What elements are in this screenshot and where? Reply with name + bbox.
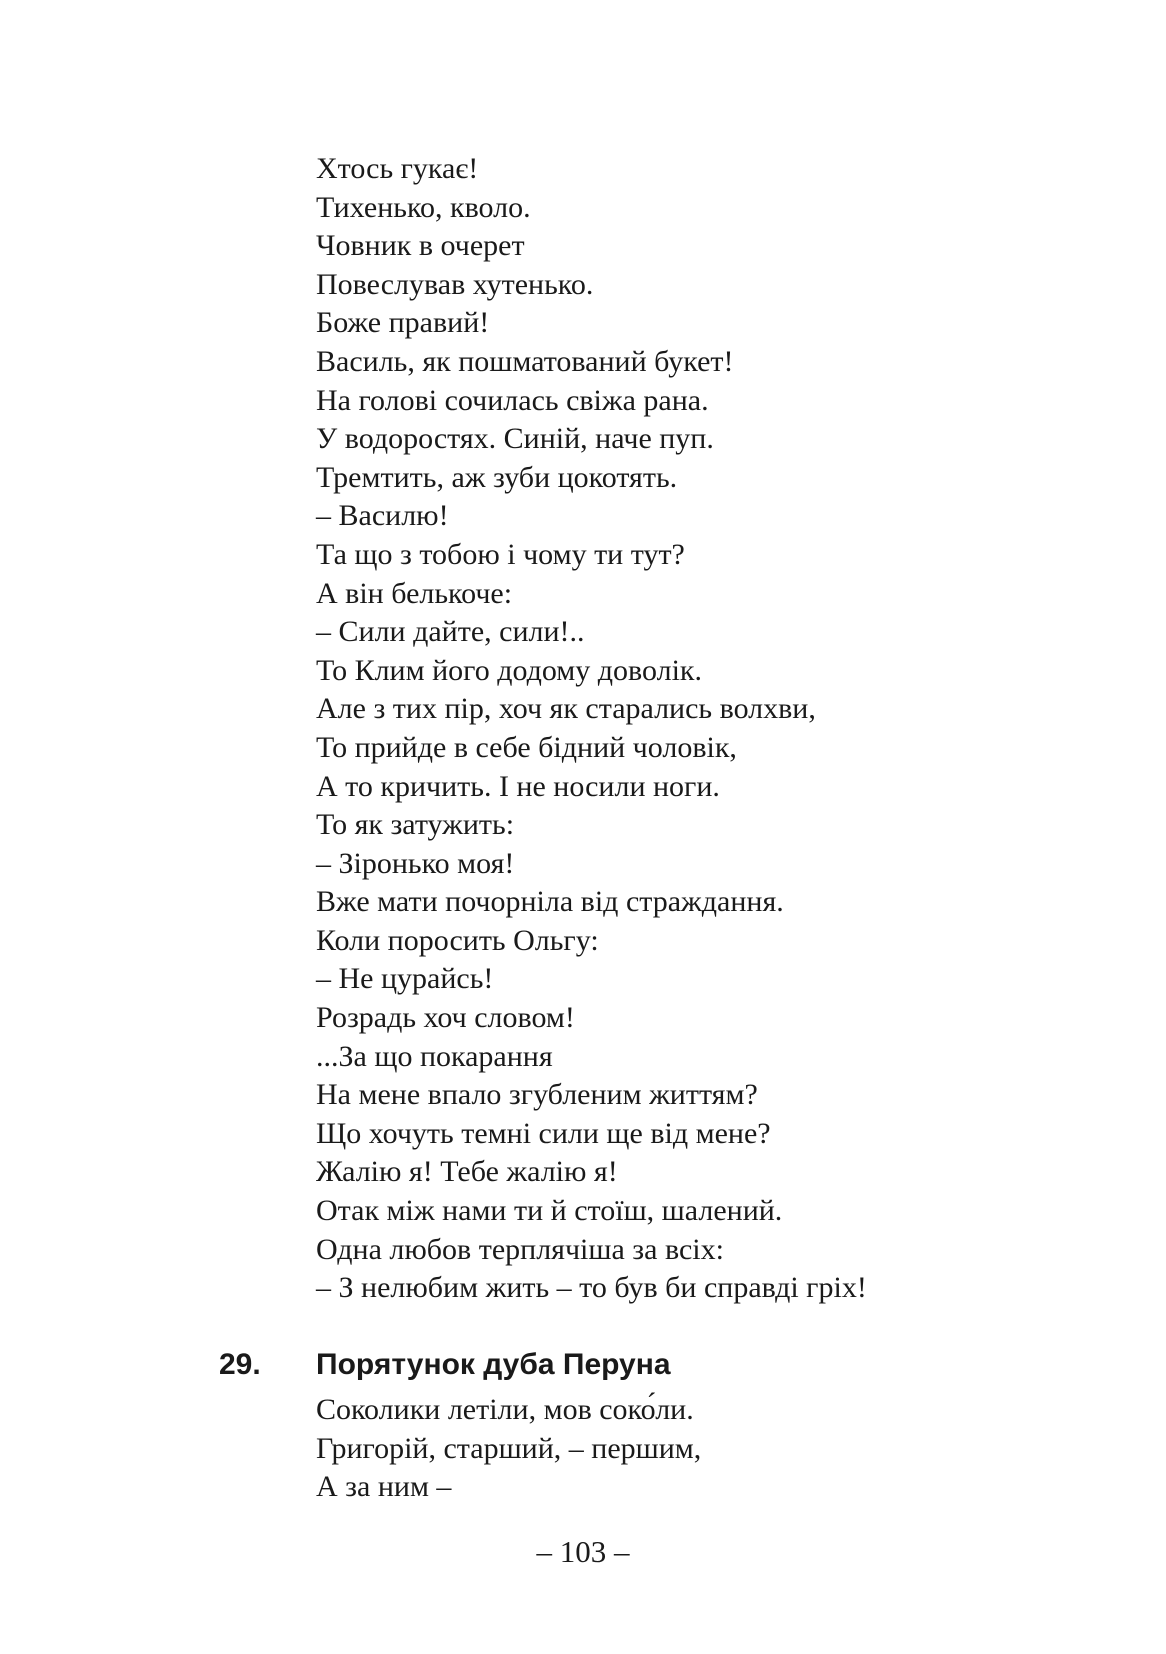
page-number: – 103 – — [536, 1534, 630, 1569]
verse-line: Але з тих пір, хоч як старались волхви, — [316, 692, 816, 726]
verse-line: То Клим його додому доволік. — [316, 653, 702, 687]
verse-line: – Сили дайте, сили!.. — [316, 615, 585, 649]
section-title: Порятунок дуба Перуна — [316, 1348, 671, 1381]
verse-line: Розрадь хоч словом! — [316, 1001, 575, 1035]
section-heading — [219, 1344, 919, 1386]
verse-line: А за ним – — [316, 1470, 452, 1504]
verse-line: Василь, як пошматований букет! — [316, 344, 734, 378]
verse-line: То прийде в себе бідний чоловік, — [316, 730, 737, 764]
verse-line: А він белькоче: — [316, 576, 513, 610]
verse-line: Жалію я! Тебе жалію я! — [316, 1155, 618, 1189]
verse-line: Отак між нами ти й стоїш, шалений. — [316, 1194, 783, 1228]
verse-line: Що хочуть темні сили ще від мене? — [316, 1116, 771, 1150]
section-number: 29. — [219, 1348, 261, 1381]
verse-line: Хтось гукає! — [316, 152, 479, 185]
verse-line: – Василю! — [316, 499, 449, 533]
verse-line: На мене впало згубленим життям? — [316, 1078, 758, 1112]
verse-line: Та що з тобою і чому ти тут? — [316, 537, 685, 571]
verse-line: – Не цурайсь! — [316, 962, 494, 996]
verse-line: Григорій, старший, – першим, — [316, 1431, 702, 1465]
verse-line: Тихенько, кволо. — [316, 190, 531, 224]
verse-line: На голові сочилась свіжа рана. — [316, 383, 709, 417]
verse-line: – Зіронько моя! — [316, 846, 515, 880]
verse-line: Човник в очерет — [316, 229, 525, 263]
poem-text — [316, 150, 867, 1308]
verse-line: – З нелюбим жить – то був би справді гріх! — [316, 1271, 867, 1305]
verse-line: Боже правий! — [316, 306, 490, 340]
verse-line: Одна любов терплячіша за всіх: — [316, 1232, 724, 1266]
verse-line: То як затужить: — [316, 808, 515, 842]
verse-line: А то кричить. І не носили ноги. — [316, 769, 720, 803]
verse-line: У водоростях. Синій, наче пуп. — [316, 422, 714, 456]
verse-line: Тремтить, аж зуби цокотять. — [316, 460, 678, 494]
section-poem-text — [316, 1391, 701, 1507]
verse-line: Коли поросить Ольгу: — [316, 923, 599, 957]
verse-line: Вже мати почорніла від страждання. — [316, 885, 784, 919]
verse-line: Повеслував хутенько. — [316, 267, 594, 301]
verse-line: ...За що покарання — [316, 1039, 553, 1073]
verse-line: Соколики летіли, мов соко́ли. — [316, 1393, 694, 1426]
